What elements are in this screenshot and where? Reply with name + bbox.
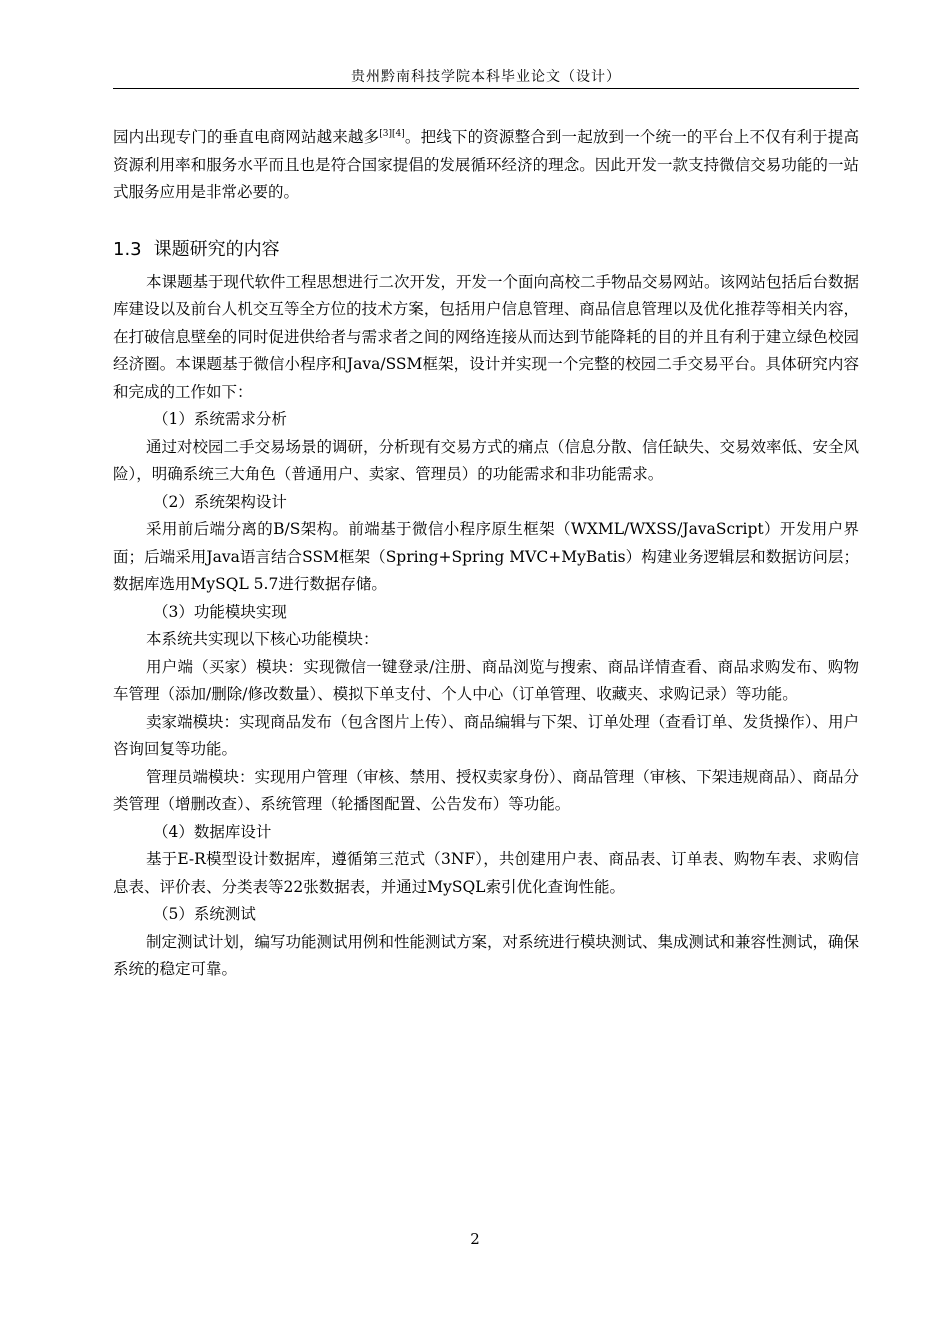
item-heading-requirements: （1）系统需求分析 bbox=[153, 410, 287, 428]
intro-paragraph bbox=[113, 124, 859, 207]
item-paragraph: 用户端（买家）模块：实现微信一键登录/注册、商品浏览与搜索、商品详情查看、商品求购发布、购物车管理（添加/删除/修改数量）、模拟下单支付、个人中心（订单管理、收藏夹、求购记录）等功能。 bbox=[113, 657, 859, 703]
section-title: 课题研究的内容 bbox=[153, 238, 280, 260]
item-paragraph: 制定测试计划，编写功能测试用例和性能测试方案，对系统进行模块测试、集成测试和兼容性测试，确保系统的稳定可靠。 bbox=[113, 932, 860, 978]
item-paragraph: 本系统共实现以下核心功能模块： bbox=[146, 630, 379, 648]
item-paragraph: 通过对校园二手交易场景的调研，分析现有交易方式的痛点（信息分散、信任缺失、交易效率低、安全风险），明确系统三大角色（普通用户、卖家、管理员）的功能需求和非功能需求。 bbox=[113, 437, 860, 483]
item-paragraph: 管理员端模块：实现用户管理（审核、禁用、授权卖家身份）、商品管理（审核、下架违规商品）、商品分类管理（增删改查）、系统管理（轮播图配置、公告发布）等功能。 bbox=[113, 767, 860, 813]
item-paragraph: 基于E-R模型设计数据库，遵循第三范式（3NF），共创建用户表、商品表、订单表、购物车表、求购信息表、评价表、分类表等22张数据表，并通过MySQL索引优化查询性能。 bbox=[113, 850, 859, 896]
intro-text-before: 园内出现专门的垂直电商网站越来越多 bbox=[113, 128, 380, 146]
item-heading-architecture: （2）系统架构设计 bbox=[153, 492, 287, 511]
document-body bbox=[113, 124, 859, 984]
page-header bbox=[113, 66, 859, 89]
section-intro-paragraph: 本课题基于现代软件工程思想进行二次开发，开发一个面向高校二手物品交易网站。该网站包括后台数据库建设以及前台人机交互等全方位的技术方案，包括用户信息管理、商品信息管理以及优化推荐等相关内容，在打破信息壁垒的同时促进供给者与需求者之间的网络连接从而达到节能降耗的目的并且有利于建立绿色校园经济圈。本课题基于微信小程序和Java/SSM框架，设计并实现一个完整的校园二手交易平台。具体研究内容和完成的工作如下： bbox=[113, 272, 860, 401]
item-heading-database: （4）数据库设计 bbox=[153, 822, 272, 841]
item-paragraph: 卖家端模块：实现商品发布（包含图片上传）、商品编辑与下架、订单处理（查看订单、发货操作）、用户咨询回复等功能。 bbox=[113, 712, 860, 758]
header-title: 贵州黔南科技学院本科毕业论文（设计） bbox=[351, 69, 621, 85]
item-paragraph: 采用前后端分离的B/S架构。前端基于微信小程序原生框架（WXML/WXSS/JavaScript）开发用户界面；后端采用Java语言结合SSM框架（Spring+Spring MVC+MyBatis）构建业务逻辑层和数据访问层；数据库选用MySQL 5.7进行数据存储。 bbox=[113, 520, 859, 593]
item-heading-modules: （3）功能模块实现 bbox=[153, 602, 287, 621]
intro-text-after: 。把线下的资源整合到一起放到一个统一的平台上不仅有利于提高资源利用率和服务水平而且也是符合国家提倡的发展循环经济的理念。因此开发一款支持微信交易功能的一站式服务应用是非常必要的。 bbox=[113, 128, 859, 201]
citation-reference: [3][4] bbox=[379, 128, 405, 139]
item-heading-testing: （5）系统测试 bbox=[153, 905, 256, 923]
section-number: 1.3 bbox=[113, 238, 142, 260]
section-heading bbox=[113, 237, 859, 263]
page-number: 2 bbox=[470, 1230, 480, 1248]
